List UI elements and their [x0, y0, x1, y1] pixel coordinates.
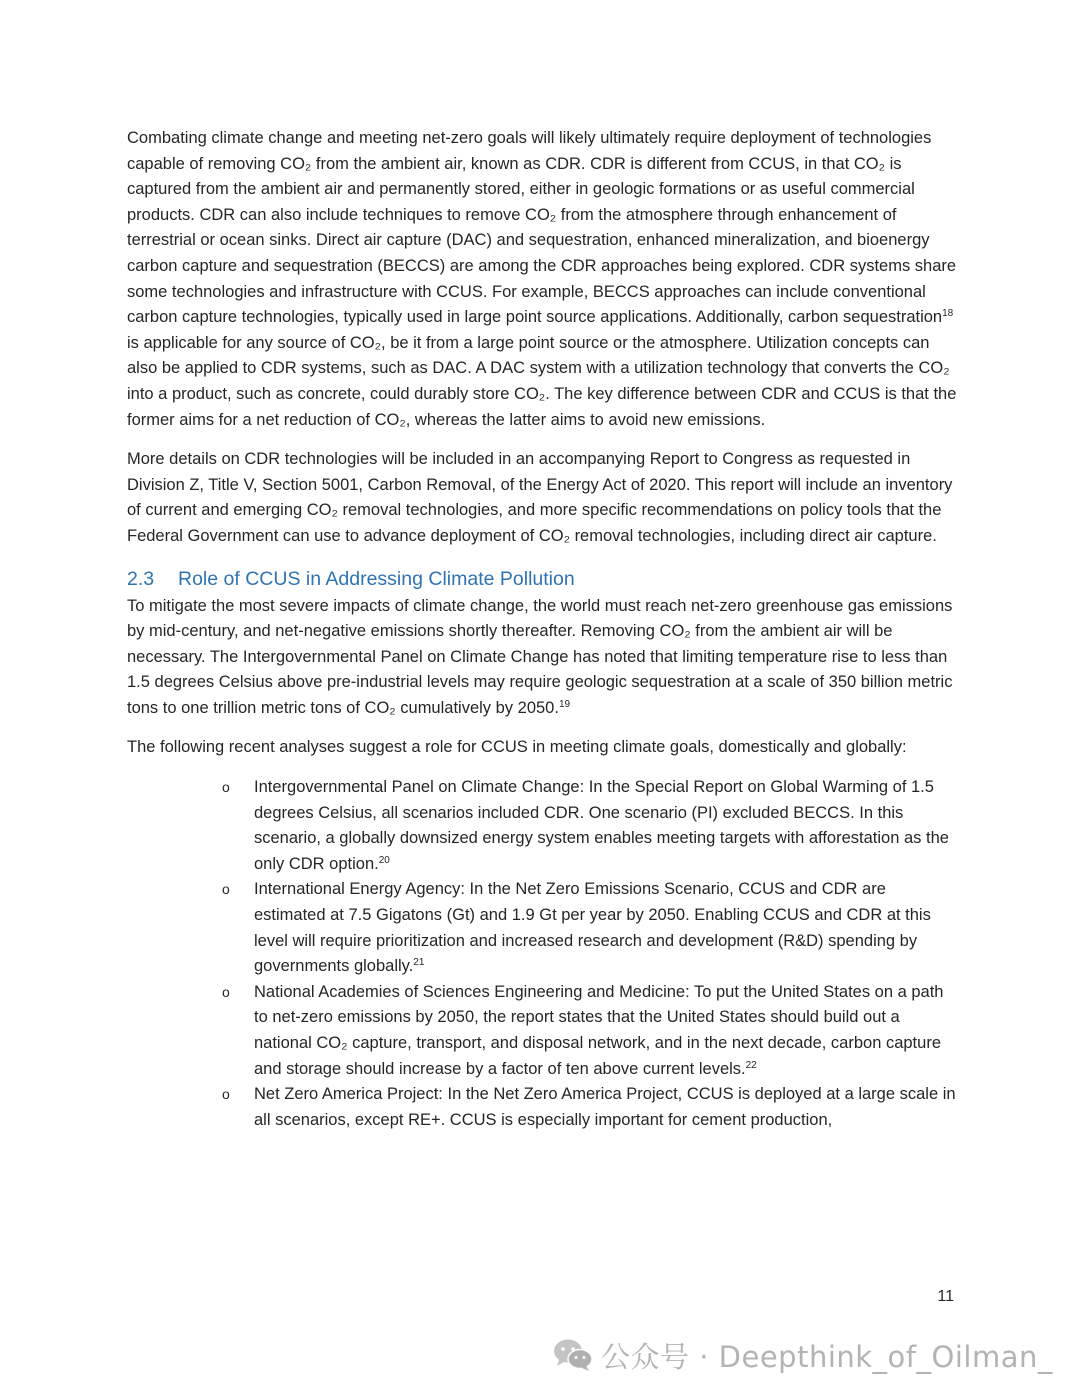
- bullet-marker: o: [222, 779, 230, 796]
- list-item-text: National Academies of Sciences Engineering and Medicine: To put the United States on a path to net-zero emissions by 2050, the report states that the United States should build out a national CO₂ capture, transport, and disposal network, and in the next decade, carbon capture and storage should increase by a factor of ten above current levels.: [254, 982, 944, 1078]
- list-item: [222, 1082, 957, 1133]
- list-item: [222, 877, 957, 979]
- footnote-ref-20[interactable]: 20: [378, 854, 390, 866]
- document-page: [127, 126, 957, 1133]
- paragraph-cdr-intro-text: Combating climate change and meeting net-zero goals will likely ultimately require deployment of technologies capable of removing CO₂ from the ambient air, known as CDR. CDR is different from CCUS, in that CO₂ is captured from the ambient air and permanently stored, either in geologic formations or as useful commercial products. CDR can also include techniques to remove CO₂ from the atmosphere through enhancement of terrestrial or ocean sinks. Direct air capture (DAC) and sequestration, enhanced mineralization, and bioenergy carbon capture and sequestration (BECCS) are among the CDR approaches being explored. CDR systems share some technologies and infrastructure with CCUS. For example, BECCS approaches can include conventional carbon capture technologies, typically used in large point source applications. Additionally, carbon sequestration: [127, 129, 957, 327]
- footnote-ref-18[interactable]: 18: [942, 308, 954, 320]
- paragraph-cdr-intro: [127, 126, 957, 433]
- list-item-text: Net Zero America Project: In the Net Zero America Project, CCUS is deployed at a large scale in all scenarios, except RE+. CCUS is especially important for cement production,: [254, 1085, 956, 1129]
- section-title: Role of CCUS in Addressing Climate Pollution: [178, 567, 575, 590]
- page-number: 11: [937, 1288, 954, 1305]
- paragraph-cdr-intro-continued: is applicable for any source of CO₂, be it from a large point source or the atmosphere. Utilization concepts can also be applied to CDR systems, such as DAC. A DAC system with a utilization technology that converts the CO₂ into a product, such as concrete, could durably store CO₂. The key difference between CDR and CCUS is that the former aims for a net reduction of CO₂, whereas the latter aims to avoid new emissions.: [127, 333, 957, 429]
- bullet-marker: o: [222, 983, 230, 1000]
- list-item-text: Intergovernmental Panel on Climate Change: In the Special Report on Global Warming of 1.5 degrees Celsius, all scenarios included CDR. One scenario (PI) excluded BECCS. In this scenario, a globally downsized energy system enables meeting targets with afforestation as the only CDR option.: [254, 778, 949, 873]
- footnote-ref-21[interactable]: 21: [413, 957, 425, 969]
- paragraph-net-zero-text: To mitigate the most severe impacts of climate change, the world must reach net-zero greenhouse gas emissions by mid-century, and net-negative emissions shortly thereafter. Removing CO₂ from the ambient air will be necessary. The Intergovernmental Panel on Climate Change has noted that limiting temperature rise to less than 1.5 degrees Celsius above pre-industrial levels may require geologic sequestration at a scale of 350 billion metric tons to one trillion metric tons of CO₂ cumulatively by 2050.: [127, 596, 953, 717]
- list-item: [222, 980, 957, 1082]
- footnote-ref-19[interactable]: 19: [558, 698, 571, 710]
- wechat-icon: [553, 1338, 593, 1372]
- paragraph-net-zero: [127, 594, 957, 722]
- watermark: [553, 1336, 1053, 1374]
- section-number: 2.3: [127, 567, 155, 590]
- list-item: [222, 775, 957, 877]
- paragraph-analyses-intro: The following recent analyses suggest a role for CCUS in meeting climate goals, domestically and globally:: [127, 738, 907, 757]
- section-heading: [127, 564, 957, 594]
- footnote-ref-22[interactable]: 22: [745, 1059, 757, 1071]
- watermark-text: 公众号 · Deepthink_of_Oilman_: [601, 1339, 1053, 1374]
- paragraph-cdr-report: More details on CDR technologies will be included in an accompanying Report to Congress as requested in Division Z, Title V, Section 5001, Carbon Removal, of the Energy Act of 2020. This report will include an inventory of current and emerging CO₂ removal technologies, and more specific recommendations on policy tools that the Federal Government can use to advance deployment of CO₂ removal technologies, including direct air capture.: [127, 450, 953, 545]
- analyses-list: [127, 775, 957, 1133]
- bullet-marker: o: [222, 881, 230, 898]
- list-item-text: International Energy Agency: In the Net Zero Emissions Scenario, CCUS and CDR are estimated at 7.5 Gigatons (Gt) and 1.9 Gt per year by 2050. Enabling CCUS and CDR at this level will require prioritization and increased research and development (R&D) spending by governments globally.: [254, 880, 931, 976]
- bullet-marker: o: [222, 1086, 230, 1103]
